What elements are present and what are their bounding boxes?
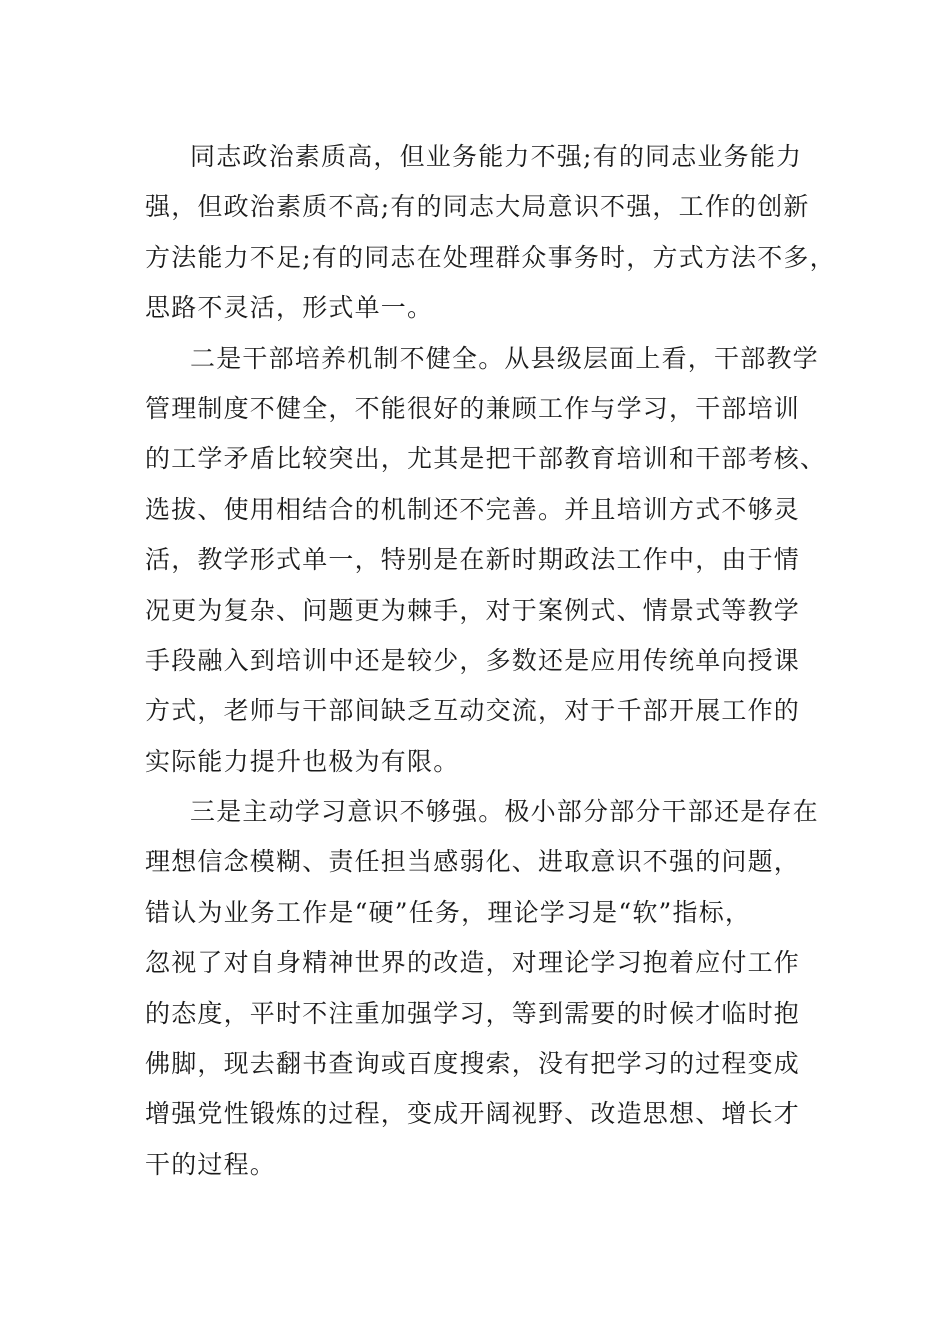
- text-line: 活，教学形式单一，特别是在新时期政法工作中，由于情: [145, 545, 801, 575]
- text-line: 佛脚，现去翻书查询或百度搜索，没有把学习的过程变成: [145, 1049, 801, 1079]
- text-line: 方式，老师与干部间缺乏互动交流，对于千部开展工作的: [145, 696, 801, 726]
- text-line: 忽视了对自身精神世界的改造，对理论学习抱着应付工作: [145, 948, 801, 978]
- text-line: 思路不灵活，形式单一。: [145, 293, 434, 323]
- paragraph-3: [145, 787, 825, 1190]
- text-line: 的工学矛盾比较突出，尤其是把干部教育培训和干部考核、: [145, 444, 827, 474]
- paragraph-2: [145, 334, 825, 788]
- text-line: 方法能力不足;有的同志在处理群众事务时，方式方法不多，: [145, 242, 836, 272]
- text-line: 况更为复杂、问题更为棘手，对于案例式、情景式等教学: [145, 595, 801, 625]
- text-line: 选拔、使用相结合的机制还不完善。并且培训方式不够灵: [145, 494, 801, 524]
- paragraph-1: [145, 132, 836, 334]
- text-line: 理想信念模糊、责任担当感弱化、进取意识不强的问题，: [145, 847, 801, 877]
- text-line: 二是干部培养机制不健全。从县级层面上看，干部教学: [190, 343, 819, 373]
- text-line: 的态度，平时不注重加强学习，等到需要的时候才临时抱: [145, 998, 801, 1028]
- text-line: 强，但政治素质不高;有的同志大局意识不强，工作的创新: [145, 192, 810, 222]
- text-line: 错认为业务工作是“硬”任务，理论学习是“软”指标，: [145, 897, 752, 927]
- document-body: [145, 132, 836, 1190]
- text-line: 干的过程。: [145, 1149, 277, 1179]
- text-line: 增强党性锻炼的过程，变成开阔视野、改造思想、增长才: [145, 1099, 801, 1129]
- text-line: 三是主动学习意识不够强。极小部分部分干部还是存在: [190, 797, 819, 827]
- text-line: 实际能力提升也极为有限。: [145, 746, 460, 776]
- text-line: 管理制度不健全，不能很好的兼顾工作与学习，干部培训: [145, 393, 801, 423]
- text-line: 同志政治素质高，但业务能力不强;有的同志业务能力: [190, 142, 803, 171]
- text-line: 手段融入到培训中还是较少，多数还是应用传统单向授课: [145, 645, 801, 675]
